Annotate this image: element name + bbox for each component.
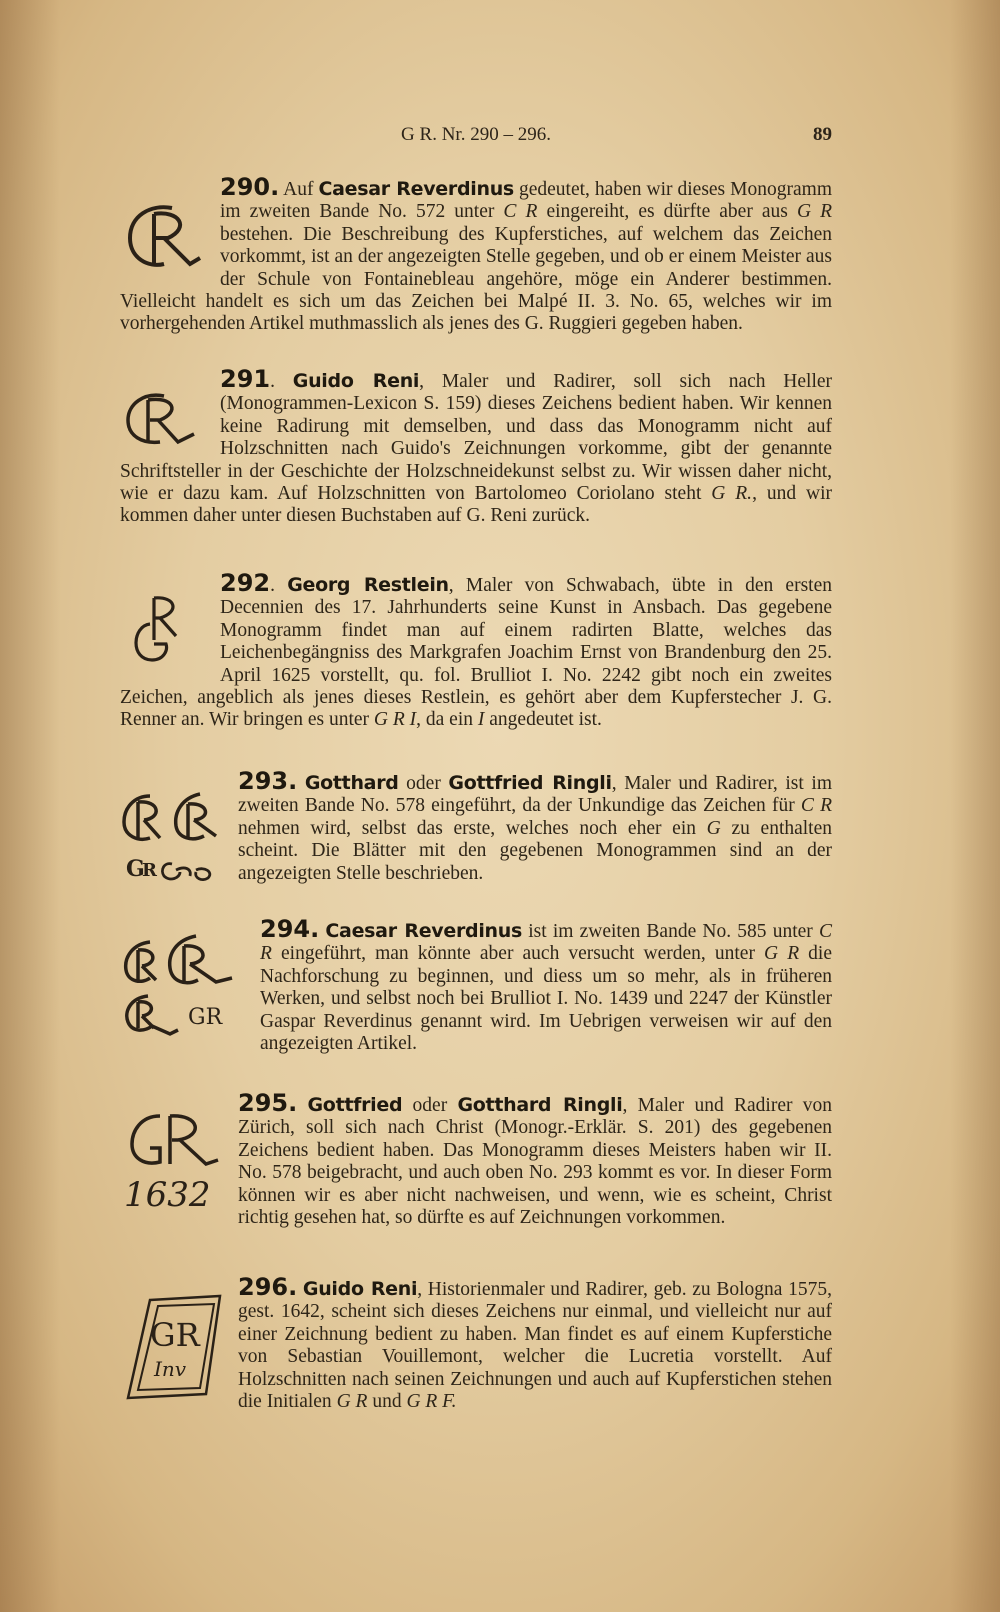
artist-name: Gottfried Ringli: [448, 772, 612, 794]
monogram-296-inv: Inv: [154, 1357, 187, 1381]
artist-name: Caesar Reverdinus: [318, 178, 514, 200]
entry-number: 293.: [238, 767, 298, 795]
artist-name: Gottfried: [307, 1094, 403, 1116]
text: ist im zweiten Bande No. 585 unter: [522, 921, 819, 942]
running-title: G R. Nr. 290 – 296.: [401, 124, 551, 145]
text: nehmen wird, selbst das erste, welches noch eher ein: [238, 817, 707, 839]
entry-295: [120, 1089, 833, 1229]
entry-number: 296.: [238, 1273, 298, 1301]
monogram-293-icon: [120, 788, 232, 890]
text: oder: [398, 773, 449, 794]
text: .: [270, 371, 293, 392]
initials: G R: [764, 943, 800, 965]
monogram-293-text-b: R: [142, 860, 157, 881]
entry-number: 291: [220, 365, 271, 393]
text: .: [270, 575, 288, 596]
initials: G R I: [373, 709, 417, 731]
text: , Maler und Radirer, soll sich nach Heller (Monogrammen-Lexicon S. 159) dieses Zeichens bedient haben. Wir kennen keine Radirung mit demselben, und dass das Monogramm nicht auf Holzschnitten nach Guido's Zeichnungen vorkomme, gibt der genannte Schriftsteller in der Geschichte der Holzschneidekunst selbst zu. Wir wissen daher nicht, wie er dazu kam. Auf Holzschnitten von Bartolomeo Coriolano steht: [120, 371, 833, 505]
text: Auf: [279, 179, 319, 200]
monogram-294-icon: [120, 932, 254, 1040]
text: zu enthalten scheint. Die Blätter mit den gegebenen Monogrammen sind an der angezeigten Stelle beschrieben.: [238, 817, 833, 884]
artist-name: Guido Reni: [292, 370, 420, 392]
entry-291: [120, 365, 833, 528]
monogram-296-text: GR: [150, 1316, 200, 1354]
text: gedeutet, haben wir dieses Monogramm im zweiten Bande No. 572 unter: [220, 179, 832, 223]
text: eingereiht, es dürfte aber aus: [537, 201, 797, 223]
text: angedeutet ist.: [484, 709, 602, 731]
entry-296: [120, 1273, 833, 1413]
initials: G R: [336, 1391, 368, 1413]
entry-293: [120, 767, 833, 890]
entry-292: [120, 569, 832, 732]
initials: C R: [503, 201, 538, 223]
initials: G R: [796, 201, 833, 223]
monogram-293-text-a: G: [126, 856, 145, 882]
initials: G R F.: [406, 1391, 457, 1413]
artist-name: Gotthard: [304, 772, 399, 794]
artist-name: Caesar Reverdinus: [325, 920, 523, 942]
monogram-294-text: GR: [188, 1005, 223, 1030]
entry-number: 295.: [238, 1089, 298, 1117]
monogram-295-icon: [120, 1108, 232, 1212]
text: und: [367, 1391, 407, 1413]
monogram-292-icon: [120, 590, 212, 670]
artist-name: Gotthard Ringli: [457, 1094, 623, 1116]
text: [297, 1095, 307, 1116]
artist-name: Guido Reni: [302, 1278, 418, 1300]
text: , und wir kommen daher unter diesen Buchstaben auf G. Reni zurück.: [120, 483, 832, 527]
page-number: 89: [813, 124, 832, 145]
text: , Maler und Radirer von Zürich, soll sich nach Christ (Monogr.-Erklär. S. 201) des gegebenen Zeichens bedient haben. Das Monogramm dieses Meisters haben wir II. No. 578 beigebracht, und auch oben No. 293 kommt es vor. In dieser Form können wir es aber nicht nachweisen, und wenn, wie es scheint, Christ richtig gesehen hat, so dürfte es auf Zeichnungen vorkommen.: [238, 1095, 833, 1229]
text: , Maler von Schwabach, übte in den ersten Decennien des 17. Jahrhunderts seine Kunst in Ansbach. Das gegebene Monogramm findet man auf einem radirten Blatte, welches das Leichenbegängniss des Markgrafen Joachim Ernst von Brandenburg den 25. April 1625 vorstellt, qu. fol. Brulliot I. No. 2242 gibt noch ein zweites Zeichen, angeblich als jenes dieses Restlein, es gehört aber dem Kupferstecher J. G. Renner an. Wir bringen es unter: [120, 575, 832, 731]
initials: C R: [260, 921, 833, 965]
text: , Historienmaler und Radirer, geb. zu Bologna 1575, gest. 1642, scheint sich dieses Zeichens nur einmal, und vielleicht nur auf einer Zeichnung bedient zu haben. Man findet es auf einem Kupferstiche von Sebastian Vouillemont, welcher die Lucretia vorstellt. Auf Holzschnitten nach seinen Zeichnungen und auch auf Kupferstichen stehen die Initialen: [238, 1279, 833, 1413]
page-header: [120, 124, 832, 152]
monogram-290-icon: [120, 198, 212, 286]
text: bestehen. Die Beschreibung des Kupferstiches, auf welchem das Zeichen vorkommt, ist an der angezeigten Stelle gegeben, und ob er einem Meister aus der Schule von Fontainebleau angehöre, möge ein Anderer bestimmen. Vielleicht handelt es sich um das Zeichen bei Malpé II. 3. No. 65, welches wir im vorhergehenden Artikel muthmasslich als jenes des G. Ruggieri gegeben haben.: [120, 223, 832, 335]
entry-290: [120, 173, 833, 336]
text: , da ein: [416, 709, 478, 731]
text: [297, 773, 305, 794]
text: die Nachforschung zu beginnen, und diess um so mehr, als in früheren Werken, und selbst noch bei Brulliot I. No. 1439 und 2247 der Künstler Gaspar Reverdinus genannt wird. Im Uebrigen verweisen wir auf den angezeigten Artikel.: [260, 943, 833, 1055]
text: oder: [402, 1095, 458, 1116]
initials: G: [706, 817, 721, 839]
monogram-291-icon: [120, 388, 212, 454]
text: , Maler und Radirer, ist im zweiten Bande No. 578 eingeführt, da der Unkundige das Zeichen für: [238, 773, 832, 817]
initials: I: [477, 709, 485, 731]
entry-number: 290.: [220, 173, 280, 201]
artist-name: Georg Restlein: [287, 574, 449, 596]
monogram-295-date: 1632: [124, 1175, 211, 1210]
entry-number: 292: [220, 569, 271, 597]
entry-294: [120, 915, 833, 1055]
monogram-296-icon: [120, 1290, 232, 1402]
initials: G R.: [711, 483, 753, 505]
initials: C R: [800, 795, 832, 817]
entry-number: 294.: [260, 915, 320, 943]
text: eingeführt, man könnte aber auch versucht werden, unter: [271, 943, 765, 965]
